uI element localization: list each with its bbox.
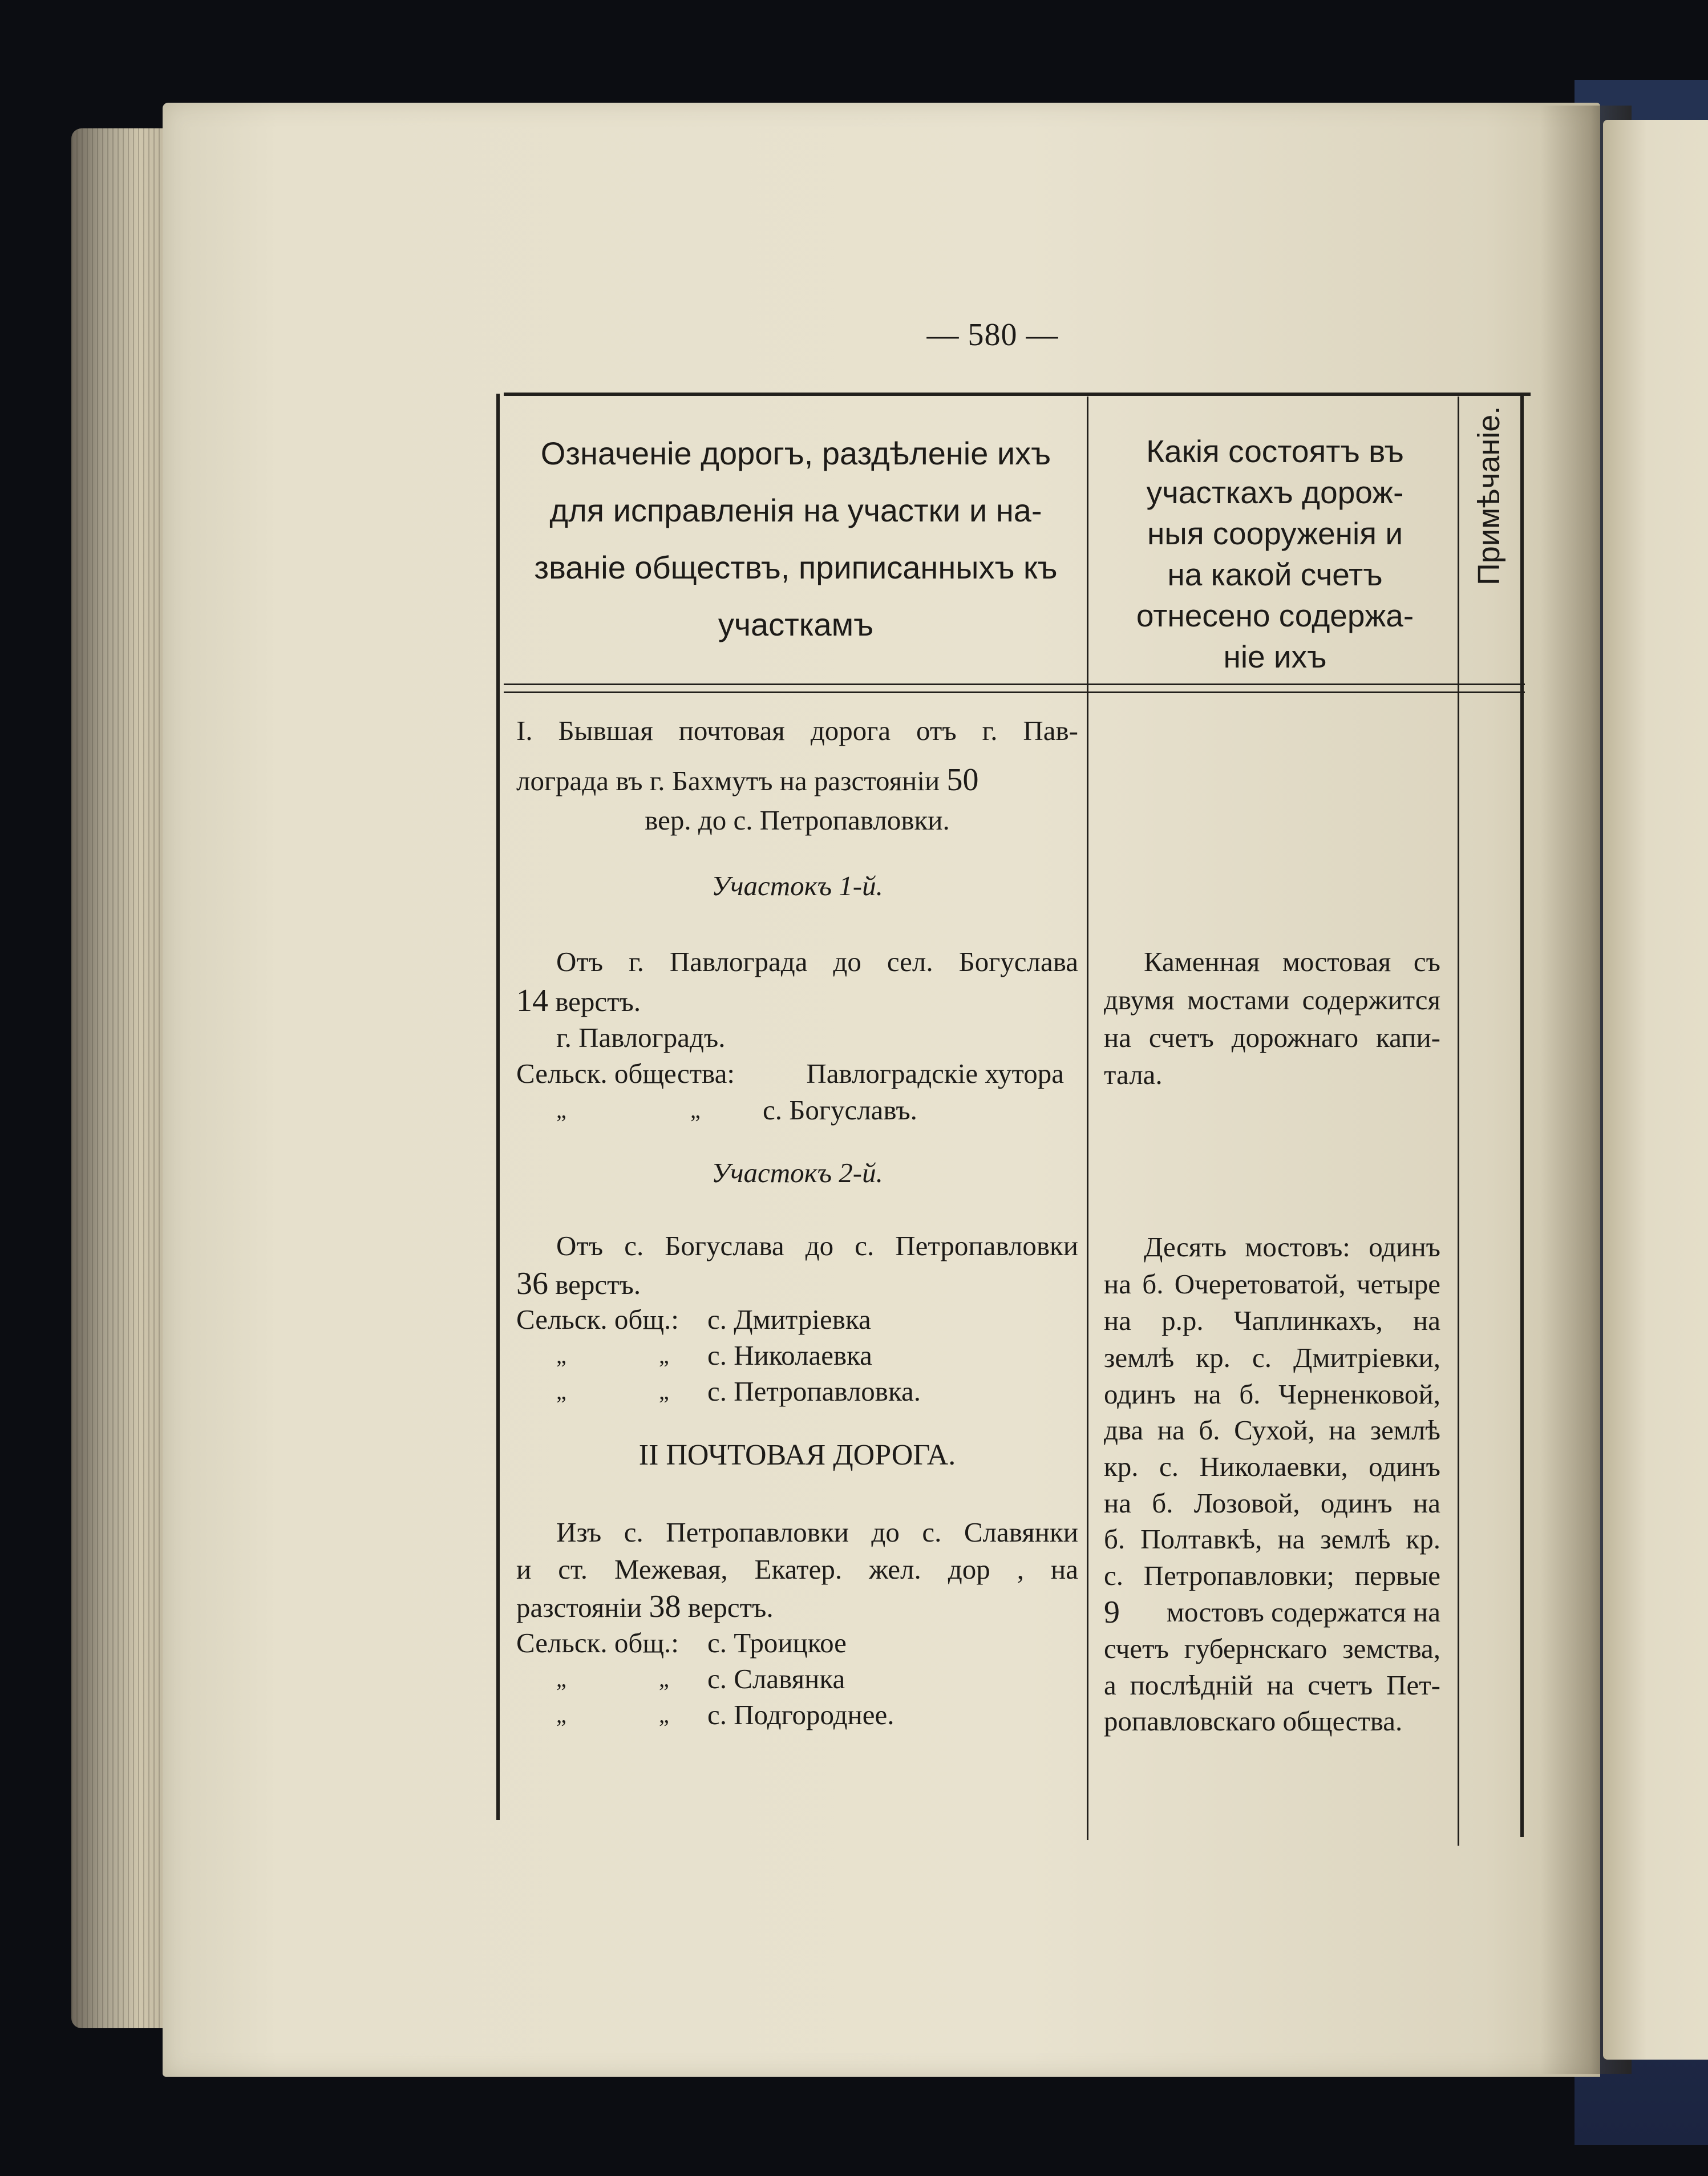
ditto-mark: „ [659, 1378, 669, 1404]
column-header-notes: Примѣчаніе. [1472, 406, 1506, 585]
part2-structures-line: на б. Лозовой, одинъ на [1104, 1487, 1440, 1519]
bridges-count: 9 [1104, 1595, 1120, 1630]
section1-title-line: вер. до с. Петропавловки. [645, 804, 950, 836]
header-separator [504, 691, 1525, 693]
section2-societies-line [516, 1624, 1078, 1662]
ditto-mark: „ [659, 1702, 669, 1728]
part2-route-line [516, 1265, 641, 1304]
part2-structures-line [1104, 1593, 1440, 1632]
part2-structures-line: одинъ на б. Черненковой, [1104, 1378, 1440, 1410]
page-number: — 580 — [926, 317, 1059, 353]
part1-structures-line: тала. [1104, 1059, 1163, 1090]
ditto-mark: „ [556, 1342, 566, 1368]
section2-title: II ПОЧТОВАЯ ДОРОГА. [638, 1439, 956, 1471]
society-name: с. Подгороднее. [707, 1699, 895, 1730]
header-line: отнесено содержа- [1136, 598, 1414, 633]
part1-town: г. Павлоградъ. [556, 1022, 726, 1053]
section2-unit: верстъ. [687, 1592, 774, 1623]
part2-structures-line: Десять мостовъ: одинъ [1144, 1231, 1440, 1263]
part1-route-line: Отъ г. Павлограда до сел. Богуслава [556, 946, 1078, 977]
ditto-mark: „ [556, 1097, 566, 1123]
table-top-rule [504, 393, 1531, 396]
part1-structures-line: Каменная мостовая съ [1144, 946, 1440, 977]
part1-structures-line: двумя мостами содержится [1104, 984, 1440, 1016]
society-name: Павлоградскіе хутора [806, 1058, 1064, 1089]
part1-distance: 14 [516, 983, 548, 1018]
section2-distance: 38 [649, 1589, 681, 1624]
part1-heading: Участокъ 1-й. [711, 870, 883, 901]
section2-route-line [516, 1588, 774, 1627]
society-name: с. Богуславъ. [763, 1094, 917, 1126]
header-line: на какой счетъ [1167, 557, 1383, 592]
society-name: с. Славянка [707, 1663, 845, 1694]
part2-structures-line: два на б. Сухой, на землѣ [1104, 1414, 1440, 1446]
societies-label: Сельск. общ.: [516, 1304, 679, 1335]
society-name: с. Николаевка [707, 1340, 872, 1371]
part1-structures-line: на счетъ дорожнаго капи- [1104, 1022, 1440, 1053]
section1-title-line: I. Бывшая почтовая дорога отъ г. Пав- [516, 715, 1078, 746]
header-line: ныя сооруженія и [1147, 516, 1403, 551]
part1-unit: верстъ. [555, 986, 641, 1017]
table-left-rule [496, 394, 500, 1820]
ditto-mark: „ [659, 1342, 669, 1368]
part1-societies-line [516, 1055, 1078, 1093]
societies-label: Сельск. общества: [516, 1058, 735, 1089]
part2-distance: 36 [516, 1266, 548, 1301]
column-divider [1087, 397, 1088, 1840]
part2-structures-line: а послѣдній на счетъ Пет- [1104, 1669, 1440, 1701]
header-line: участкахъ дорож- [1146, 475, 1404, 510]
part2-unit: верстъ. [555, 1269, 641, 1300]
part2-structures-line: на б. Очеретоватой, четыре [1104, 1268, 1440, 1300]
part2-route-line: Отъ с. Богуслава до с. Петропавловки [556, 1230, 1078, 1261]
ditto-mark: „ [659, 1666, 669, 1692]
part2-structures-line: ропавловскаго общества. [1104, 1705, 1403, 1737]
right-page-edge [1603, 120, 1708, 2060]
header-line: участкамъ [718, 606, 874, 642]
societies-label: Сельск. общ.: [516, 1627, 679, 1659]
ditto-mark: „ [556, 1378, 566, 1404]
part2-structures-line: с. Петропавловки; первые [1104, 1560, 1440, 1591]
ditto-mark: „ [556, 1702, 566, 1728]
part2-societies-line [516, 1301, 1078, 1338]
society-name: с. Троицкое [707, 1627, 847, 1659]
part1-route-line [516, 982, 641, 1021]
section1-title-line [516, 761, 1078, 800]
part2-structures-line: счетъ губернскаго земства, [1104, 1633, 1440, 1664]
column-header-structures [1098, 431, 1452, 677]
society-name: с. Петропавловка. [707, 1376, 921, 1407]
part2-structures-line: землѣ кр. с. Дмитріевки, [1104, 1342, 1440, 1373]
part2-structures-line: б. Полтавкѣ, на землѣ кр. [1104, 1523, 1440, 1555]
header-separator [504, 683, 1525, 685]
section1-distance: 50 [946, 762, 979, 798]
table-right-rule [1520, 394, 1524, 1837]
part2-heading: Участокъ 2-й. [711, 1157, 883, 1188]
society-name: с. Дмитріевка [707, 1304, 871, 1335]
part2-structures-line: на р.р. Чаплинкахъ, на [1104, 1305, 1440, 1336]
section2-route-line: и ст. Межевая, Екатер. жел. дор , на [516, 1554, 1078, 1585]
part2-structures-text: мостовъ содержатся на [1166, 1596, 1440, 1628]
ditto-mark: „ [556, 1666, 566, 1692]
section2-route-text: разстояніи [516, 1592, 642, 1623]
header-line: Означеніе дорогъ, раздѣленіе ихъ [540, 435, 1051, 471]
header-line: Какія состоятъ въ [1146, 434, 1404, 469]
section1-title-text: лограда въ г. Бахмутъ на разстояніи [516, 765, 940, 796]
header-line: для исправленія на участки и на- [549, 492, 1042, 528]
column-divider [1458, 397, 1459, 1846]
section2-route-line: Изъ с. Петропавловки до с. Славянки [556, 1516, 1078, 1548]
ditto-mark: „ [690, 1097, 701, 1123]
column-header-roads [508, 425, 1084, 653]
header-line: званіе обществъ, приписанныхъ къ [534, 549, 1058, 585]
header-line: ніе ихъ [1223, 639, 1327, 674]
part2-structures-line: кр. с. Николаевки, одинъ [1104, 1451, 1440, 1482]
